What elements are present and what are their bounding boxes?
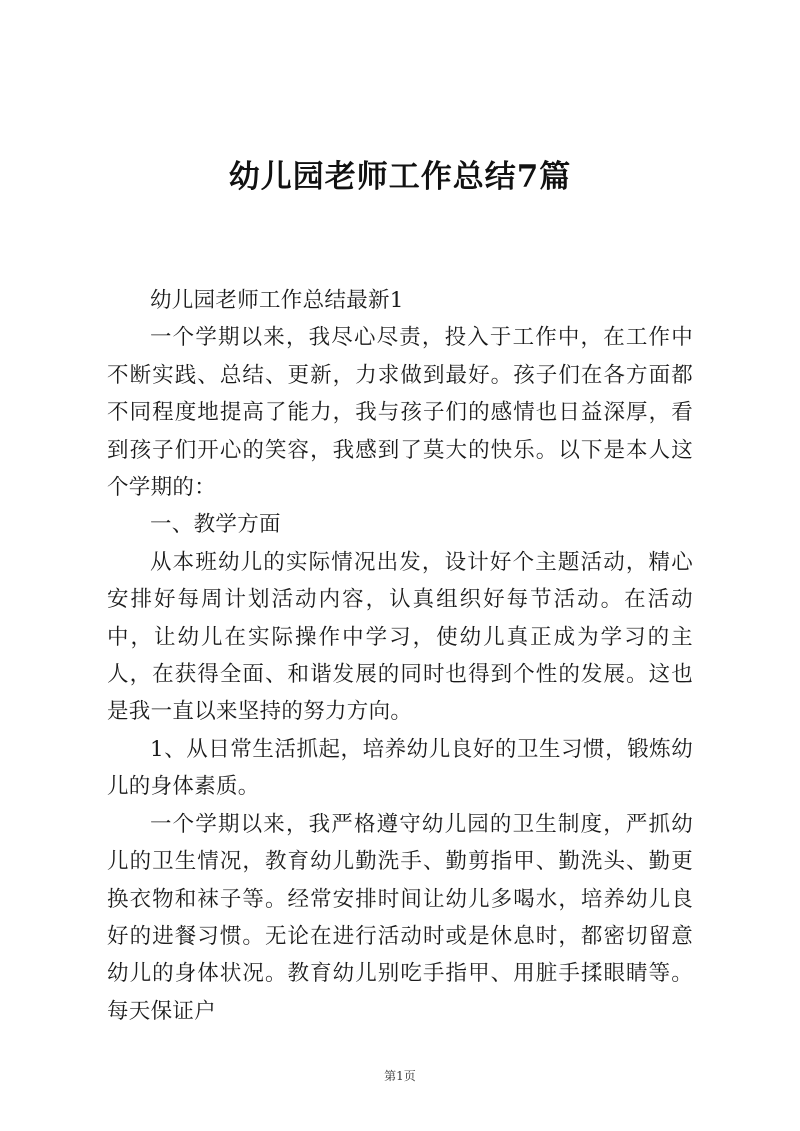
document-title: 幼儿园老师工作总结7篇	[228, 159, 572, 195]
page-number: 第1页	[384, 1069, 416, 1083]
document-body	[107, 282, 693, 1030]
section-heading: 一、教学方面	[150, 512, 281, 538]
section-heading: 幼儿园老师工作总结最新1	[150, 288, 404, 313]
body-paragraph: 1、从日常生活抓起，培养幼儿良好的卫生习惯，锻炼幼儿的身体素质。	[107, 736, 693, 800]
body-paragraph: 一个学期以来，我尽心尽责，投入于工作中，在工作中不断实践、总结、更新，力求做到最好。孩子们在各方面都不同程度地提高了能力，我与孩子们的感情也日益深厚，看到孩子们开心的笑容，我感到了莫大的快乐。以下是本人这个学期的：	[107, 325, 693, 501]
body-paragraph: 一个学期以来，我严格遵守幼儿园的卫生制度，严抓幼儿的卫生情况，教育幼儿勤洗手、勤剪指甲、勤洗头、勤更换衣物和袜子等。经常安排时间让幼儿多喝水，培养幼儿良好的进餐习惯。无论在进行活动时或是休息时，都密切留意幼儿的身体状况。教育幼儿别吃手指甲、用脏手揉眼睛等。每天保证户	[107, 811, 693, 1024]
body-paragraph: 从本班幼儿的实际情况出发，设计好个主题活动，精心安排好每周计划活动内容，认真组织好每节活动。在活动中，让幼儿在实际操作中学习，使幼儿真正成为学习的主人，在获得全面、和谐发展的同时也得到个性的发展。这也是我一直以来坚持的努力方向。	[107, 549, 693, 725]
